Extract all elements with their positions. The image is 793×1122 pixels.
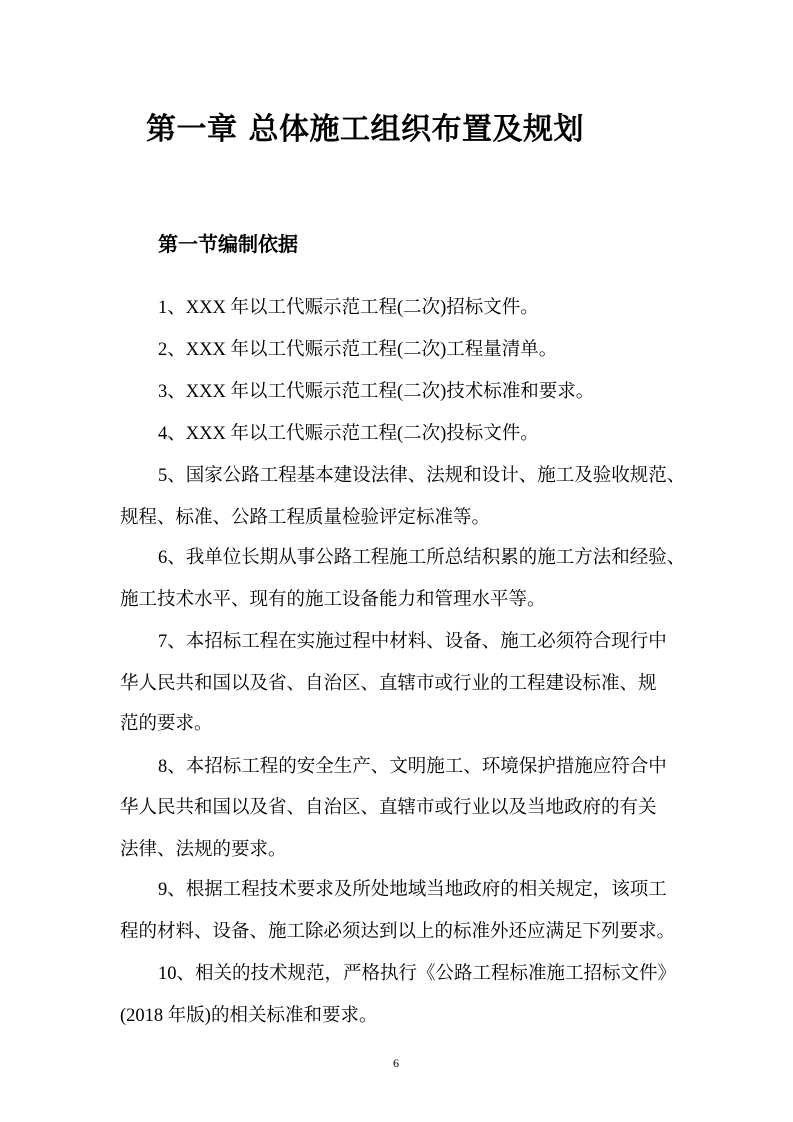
text-line: 3、XXX 年以工代赈示范工程(二次)技术标准和要求。 — [158, 382, 595, 402]
text-line: (2018 年版)的相关标准和要求。 — [120, 1006, 378, 1026]
text-line: 华人民共和国以及省、自治区、直辖市或行业以及当地政府的有关 — [120, 798, 657, 818]
text-line: 法律、法规的要求。 — [120, 840, 287, 860]
text-line: 规程、标准、公路工程质量检验评定标准等。 — [120, 508, 491, 528]
text-line: 6、我单位长期从事公路工程施工所总结积累的施工方法和经验、 — [158, 548, 686, 568]
text-line: 1、XXX 年以工代赈示范工程(二次)招标文件。 — [158, 298, 539, 318]
text-line: 4、XXX 年以工代赈示范工程(二次)投标文件。 — [158, 424, 539, 444]
page-number: 6 — [393, 1056, 399, 1070]
text-line: 7、本招标工程在实施过程中材料、设备、施工必须符合现行中 — [158, 632, 667, 652]
text-line: 华人民共和国以及省、自治区、直辖市或行业的工程建设标准、规 — [120, 674, 657, 694]
chapter-title: 第一章 总体施工组织布置及规划 — [146, 112, 584, 147]
text-line: 5、国家公路工程基本建设法律、法规和设计、施工及验收规范、 — [158, 466, 686, 486]
text-line: 2、XXX 年以工代赈示范工程(二次)工程量清单。 — [158, 340, 558, 360]
text-line: 施工技术水平、现有的施工设备能力和管理水平等。 — [120, 590, 546, 610]
text-line: 程的材料、设备、施工除必须达到以上的标准外还应满足下列要求。 — [120, 922, 676, 942]
text-line: 范的要求。 — [120, 714, 213, 734]
text-line: 8、本招标工程的安全生产、文明施工、环境保护措施应符合中 — [158, 757, 667, 777]
text-line: 10、相关的技术规范，严格执行《公路工程标准施工招标文件》 — [158, 964, 677, 984]
section-title: 第一节编制依据 — [158, 232, 298, 256]
text-line: 9、根据工程技术要求及所处地域当地政府的相关规定，该项工 — [158, 880, 667, 900]
